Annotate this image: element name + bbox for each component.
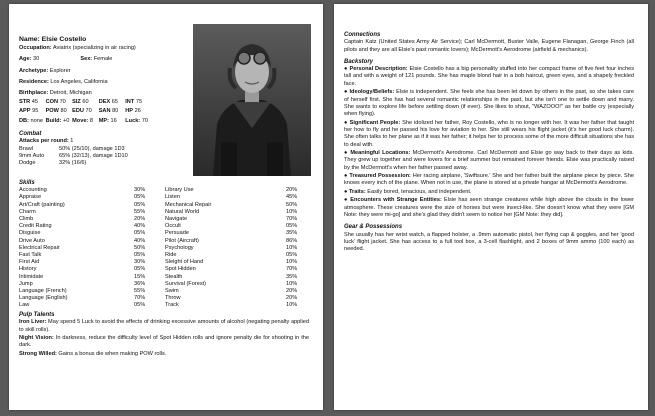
derived-move: Move: 8 (72, 117, 93, 124)
skill-row: Climb 20% (19, 216, 146, 223)
backstory-item: ● Traits: Easily bored, tenacious, and independent. (344, 188, 472, 195)
skill-row: Language (French) 55% (19, 287, 146, 294)
backstory-item: ● Ideology/Beliefs: Elsie is independent. She feels she has been let down by others in the past, so she takes care of herself first. She has had several romantic relationships in the past, but she isn't one to settle down and marry. She wants to explore life before settling down (if ever). She likes to shout, "WAZOOO!" as her battle cry (especially when flying). (344, 89, 635, 118)
skill-row: Appraise 05% (19, 194, 146, 201)
connections-text: Captain Katz (United States Army Air Service); Carl McDermott, Buster Valle, Eugene Flanagan, George Finch (all pilots and they are all Elsie's past romantic lovers); McDermott's Aerodrome (airfield & mechanics). (344, 39, 634, 53)
derived-luck: Luck: 70 (125, 117, 148, 124)
residence-line: Residence: Los Angeles, California (19, 78, 108, 85)
skill-row: Law 05% (19, 302, 146, 309)
stat-app: APP 95 (19, 108, 39, 115)
age-sex-line: Age: 30 Sex: Female (19, 56, 113, 63)
skills-block (19, 180, 311, 309)
characteristics-block (19, 99, 194, 125)
skill-row: Ride 05% (165, 251, 298, 258)
skill-row: Drive Auto 40% (19, 237, 146, 244)
talent-item: Iron Liver: May spend 5 Luck to avoid the effects of drinking excessive amounts of alcohol (negating penalty applied to skill rolls). (19, 319, 309, 333)
skill-row: Library Use 20% (165, 187, 298, 194)
character-name: Elsie Costello (41, 36, 87, 43)
skill-row: Listen 45% (165, 194, 298, 201)
skill-row: Swim 20% (165, 287, 298, 294)
stats-row-2 (19, 108, 194, 115)
skill-row: Electrical Repair 50% (19, 244, 146, 251)
character-portrait (193, 24, 311, 176)
birthplace-value: Detroit, Michigan (49, 90, 92, 97)
birthplace-line: Birthplace: Detroit, Michigan (19, 90, 92, 97)
skill-row: History 05% (19, 266, 146, 273)
backstory-item: ● Personal Description: Elsie Costello has a big personality stuffed into her compact frame of five feet four inches tall and with a weight of 121 pounds. She has maple blond hair in a bob haircut, green eyes, and a shapely freckled face. (344, 66, 634, 87)
attacks-line: Attacks per round: 1 (19, 138, 74, 145)
talent-item: Night Vision: In darkness, reduce the difficulty level of Spot Hidden rolls and ignore penalty die for shooting in the dark. (19, 335, 309, 349)
skill-row: Pilot (Aircraft) 86% (165, 237, 298, 244)
derived-row (19, 118, 194, 125)
skill-row: Charm 55% (19, 208, 146, 215)
skill-row: Navigate 70% (165, 216, 298, 223)
talent-item: Strong Willed: Gains a bonus die when making POW rolls. (19, 350, 167, 357)
skill-row: Throw 20% (165, 295, 298, 302)
archetype-line: Archetype: Explorer (19, 67, 71, 74)
stat-con: CON 70 (45, 99, 66, 105)
left-page (9, 4, 323, 410)
right-page (334, 4, 648, 410)
stat-dex: DEX 65 (98, 99, 118, 105)
stat-str: STR 45 (19, 99, 38, 105)
skill-row: Credit Rating 40% (19, 223, 146, 230)
character-header (19, 35, 189, 97)
stat-hp: HP 26 (125, 108, 141, 115)
derived-db: DB: none (19, 117, 43, 124)
combat-row: Brawl 50% (25/10), damage 1D3 (19, 145, 125, 152)
skills-heading: Skills (19, 180, 35, 186)
skill-row: Stealth 35% (165, 273, 298, 280)
skill-row: Sleight of Hand 10% (165, 259, 298, 266)
skill-row: Survival (Forest) 10% (165, 280, 298, 287)
gear-text: She usually has her wrist watch, a flapped holster, a .9mm automatic pistol, her flying cap & goggles, and her 'good luck' flight jacket. She has access to a full tool box, a 3-cell flashlight, and 2 boxes of 9mm ammo (100 each) as needed. (344, 231, 634, 253)
stat-int: INT 75 (125, 99, 143, 105)
stat-edu: EDU 70 (72, 108, 92, 115)
stats-row-1 (19, 99, 194, 106)
backstory-item: ● Encounters with Strange Entities: Elsie has seen strange creatures while high above the clouds in the lower atmosphere. These creatures were the size of horses but were insect-like. She doesn't know what they were [GM Note: they were mi-go] and she's glad they didn't seem to notice her [GM Note: they did]. (344, 197, 634, 218)
occupation-value: Aviatrix (specializing in air racing) (52, 45, 136, 51)
sex-value: Female (93, 56, 113, 63)
backstory-item: ● Meaningful Locations: McDermott's Aerodrome. Carl McDermott and Elsie go way back to their days as kids. They grew up together and were lovers for a brief summer but remained forever friends. Elsie was practically raised by the McDermott's when her father passed away. (344, 150, 634, 171)
skill-row: Psychology 10% (165, 244, 298, 251)
archetype-value: Explorer (49, 67, 71, 74)
skill-row: Disguise 05% (19, 230, 146, 237)
skill-row: Fast Talk 05% (19, 251, 146, 258)
occupation-line: Occupation: Aviatrix (specializing in air racing) (19, 45, 136, 51)
skill-row: Intimidate 15% (19, 273, 146, 280)
talents-heading: Pulp Talents (19, 312, 55, 318)
combat-heading: Combat (19, 131, 42, 137)
stat-siz: SIZ 60 (72, 99, 89, 105)
age-value: 30 (33, 56, 40, 63)
skill-row: Natural World 10% (165, 208, 298, 215)
right-content (344, 32, 634, 255)
stat-pow: POW 80 (45, 108, 67, 115)
gear-heading: Gear & Possessions (344, 224, 403, 231)
skill-row: Language (English) 70% (19, 295, 146, 302)
skill-row: Mechanical Repair 50% (165, 201, 298, 208)
skill-row: First Aid 30% (19, 259, 146, 266)
skills-column-right (165, 187, 311, 309)
skill-row: Art/Craft (painting) 05% (19, 201, 146, 208)
derived-mp: MP: 16 (98, 117, 117, 124)
pulp-talents-block (19, 312, 309, 359)
backstory-item: ● Significant People: She idolized her father, Roy Costello, who is no longer with her. It was her father that taught her how to fly and he passed his love for aviation to her. She still wears his flight jacket (it's her good luck charm). She often talks to her plane as if it was her father; it helps her to process some of the more difficult situations she has to deal with. (344, 119, 635, 148)
name-label: Name (19, 36, 38, 43)
skill-row: Jump 36% (19, 280, 146, 287)
skill-row: Persuade 35% (165, 230, 298, 237)
stat-san: SAN 80 (98, 108, 119, 115)
residence-value: Los Angeles, California (50, 78, 108, 85)
connections-heading: Connections (344, 32, 381, 38)
skill-row: Track 10% (165, 302, 298, 309)
name-line: Name: Elsie Costello (19, 36, 87, 43)
skill-row: Spot Hidden 70% (165, 266, 298, 273)
backstory-heading: Backstory (344, 58, 374, 65)
backstory-item: ● Treasured Possession: Her racing airplane, 'Swiftsure.' She and her father built the airplane piece by piece. She knows every inch of the plane. When not in use, the plane is stored at a private hangar at McDermott's Aerodrome. (344, 173, 635, 187)
portrait-illustration (193, 24, 311, 176)
skill-row: Occult 05% (165, 223, 298, 230)
skills-column-left (19, 187, 165, 309)
derived-build: Build: +0 (45, 117, 70, 124)
combat-row: Dodge 32% (16/6) (19, 160, 87, 167)
combat-block (19, 131, 194, 167)
combat-row: 9mm Auto 65% (32/13), damage 1D10 (19, 152, 128, 159)
skill-row: Accounting 30% (19, 187, 146, 194)
